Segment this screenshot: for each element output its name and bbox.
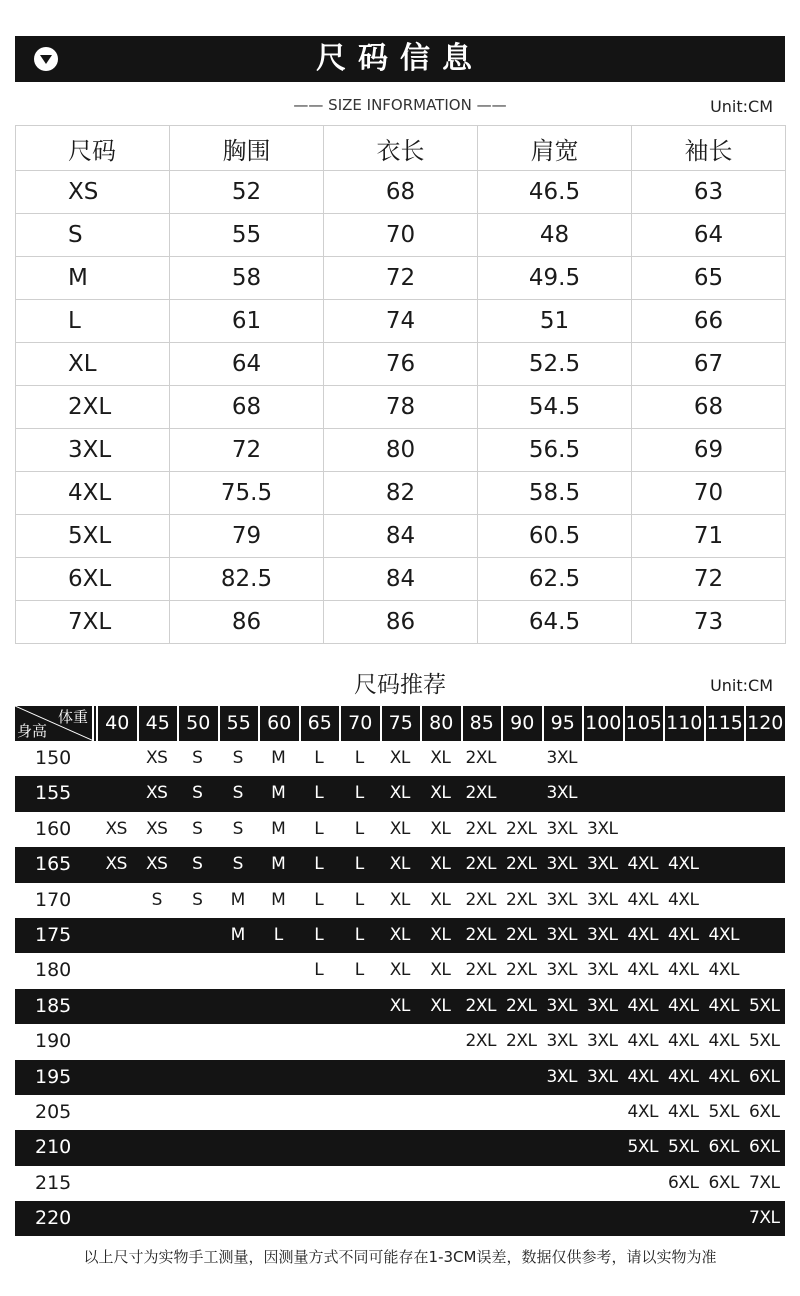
size-cell: 2XL <box>506 924 537 945</box>
table-cell: 70 <box>632 472 786 515</box>
height-cell: 220 <box>35 1207 72 1230</box>
recommend-unit-label: Unit:CM <box>710 676 773 695</box>
size-cell: L <box>354 854 364 875</box>
size-cell: 4XL <box>627 1066 658 1087</box>
recommend-row <box>15 741 785 776</box>
size-cell: 2XL <box>465 783 496 804</box>
table-cell: 60.5 <box>478 515 632 558</box>
size-cell: XS <box>146 748 168 768</box>
corner-weight-label: 体重 <box>57 708 88 726</box>
size-cell: L <box>314 854 324 875</box>
recommend-title-row <box>15 670 785 700</box>
size-cell: S <box>192 783 203 804</box>
size-cell: 3XL <box>546 1066 577 1087</box>
size-table-header <box>16 126 786 171</box>
table-cell: 64 <box>170 343 324 386</box>
size-cell: L <box>314 748 324 768</box>
table-cell: 46.5 <box>478 171 632 214</box>
size-cell: 3XL <box>546 995 577 1016</box>
table-cell: 84 <box>324 515 478 558</box>
table-cell: 6XL <box>16 558 170 601</box>
size-cell: 2XL <box>506 995 537 1016</box>
height-cell: 160 <box>35 817 72 840</box>
size-cell: S <box>192 748 203 768</box>
size-cell: L <box>354 960 364 981</box>
size-cell: L <box>354 889 364 910</box>
weight-header-cell: 40 <box>96 706 137 741</box>
table-row <box>16 300 786 343</box>
size-cell: 2XL <box>506 854 537 875</box>
size-cell: L <box>314 889 324 910</box>
size-cell: S <box>232 783 243 804</box>
size-cell: XS <box>146 854 168 875</box>
size-cell: 4XL <box>668 1031 699 1052</box>
column-header: 衣长 <box>324 126 478 171</box>
size-cell: L <box>354 748 364 768</box>
size-cell: 5XL <box>708 1101 739 1122</box>
size-cell: L <box>314 924 324 945</box>
table-row <box>16 257 786 300</box>
size-cell: L <box>354 818 364 839</box>
weight-header-cell: 110 <box>663 706 704 741</box>
weight-header-cell: 50 <box>177 706 218 741</box>
table-cell: 7XL <box>16 601 170 644</box>
size-cell: 2XL <box>506 889 537 910</box>
size-cell: S <box>192 889 203 910</box>
table-cell: 56.5 <box>478 429 632 472</box>
size-cell: S <box>232 818 243 839</box>
size-cell: XL <box>430 889 451 910</box>
height-cell: 165 <box>35 853 72 876</box>
height-cell: 155 <box>35 782 72 805</box>
weight-header-cell: 105 <box>623 706 664 741</box>
size-cell: 3XL <box>587 854 618 875</box>
size-cell: 3XL <box>546 889 577 910</box>
size-cell: 3XL <box>546 854 577 875</box>
size-cell: 4XL <box>708 995 739 1016</box>
table-cell: 68 <box>170 386 324 429</box>
weight-header-cell: 90 <box>501 706 542 741</box>
size-cell: XL <box>430 924 451 945</box>
size-recommendation-grid <box>15 706 785 1236</box>
table-cell: 69 <box>632 429 786 472</box>
size-cell: 6XL <box>749 1101 780 1122</box>
table-cell: 66 <box>632 300 786 343</box>
size-cell: 4XL <box>627 1101 658 1122</box>
size-cell: L <box>273 924 283 945</box>
size-cell: S <box>232 854 243 875</box>
size-cell: XL <box>389 889 410 910</box>
recommend-row <box>15 1166 785 1201</box>
recommend-row <box>15 1201 785 1236</box>
weight-header-cell: 55 <box>218 706 259 741</box>
size-cell: M <box>271 783 286 804</box>
height-cell: 210 <box>35 1136 72 1159</box>
table-cell: 74 <box>324 300 478 343</box>
size-cell: 4XL <box>668 995 699 1016</box>
size-cell: S <box>192 854 203 875</box>
weight-header-cell: 45 <box>137 706 178 741</box>
size-cell: XL <box>389 924 410 945</box>
size-cell: 7XL <box>749 1208 780 1229</box>
size-cell: 2XL <box>465 748 496 768</box>
size-cell: 4XL <box>668 854 699 875</box>
size-cell: 2XL <box>465 818 496 839</box>
size-cell: 5XL <box>627 1137 658 1158</box>
recommend-row <box>15 776 785 811</box>
table-cell: 68 <box>632 386 786 429</box>
weight-header-cell: 115 <box>704 706 745 741</box>
size-cell: 3XL <box>587 995 618 1016</box>
size-cell: M <box>271 889 286 910</box>
weight-header-cell: 120 <box>744 706 785 741</box>
size-cell: 6XL <box>749 1137 780 1158</box>
size-cell: XL <box>430 818 451 839</box>
size-cell: 3XL <box>546 748 577 768</box>
weight-header-cell: 95 <box>542 706 583 741</box>
height-cell: 190 <box>35 1030 72 1053</box>
header-bar <box>15 36 785 82</box>
table-cell: 4XL <box>16 472 170 515</box>
size-cell: M <box>230 924 245 945</box>
weight-header-cell: 65 <box>299 706 340 741</box>
column-header: 胸围 <box>170 126 324 171</box>
weight-header-cell: 75 <box>380 706 421 741</box>
height-cell: 195 <box>35 1065 72 1088</box>
height-cell: 215 <box>35 1171 72 1194</box>
table-cell: 82 <box>324 472 478 515</box>
height-cell: 205 <box>35 1100 72 1123</box>
table-cell: 55 <box>170 214 324 257</box>
corner-cell <box>15 706 94 741</box>
table-cell: 84 <box>324 558 478 601</box>
table-cell: 86 <box>324 601 478 644</box>
size-cell: M <box>271 854 286 875</box>
size-cell: XS <box>146 783 168 804</box>
table-cell: S <box>16 214 170 257</box>
size-cell: 6XL <box>708 1172 739 1193</box>
table-cell: 51 <box>478 300 632 343</box>
size-cell: 3XL <box>546 960 577 981</box>
size-cell: 4XL <box>627 960 658 981</box>
weight-header-row <box>15 706 785 741</box>
size-cell: 5XL <box>749 995 780 1016</box>
table-row <box>16 429 786 472</box>
table-cell: L <box>16 300 170 343</box>
size-cell: 4XL <box>668 889 699 910</box>
table-cell: 63 <box>632 171 786 214</box>
recommend-row <box>15 1130 785 1165</box>
table-cell: 72 <box>632 558 786 601</box>
size-cell: XL <box>389 995 410 1016</box>
table-cell: 75.5 <box>170 472 324 515</box>
size-cell: S <box>151 889 162 910</box>
height-cell: 175 <box>35 923 72 946</box>
size-cell: 2XL <box>506 818 537 839</box>
size-cell: L <box>314 818 324 839</box>
size-cell: XL <box>389 783 410 804</box>
table-cell: 65 <box>632 257 786 300</box>
table-cell: 79 <box>170 515 324 558</box>
table-cell: 82.5 <box>170 558 324 601</box>
column-header: 袖长 <box>632 126 786 171</box>
table-cell: 64.5 <box>478 601 632 644</box>
recommend-row <box>15 989 785 1024</box>
table-row <box>16 601 786 644</box>
size-cell: 7XL <box>749 1172 780 1193</box>
table-cell: 68 <box>324 171 478 214</box>
size-cell: 4XL <box>708 960 739 981</box>
table-cell: 78 <box>324 386 478 429</box>
size-cell: 4XL <box>708 1066 739 1087</box>
column-header: 肩宽 <box>478 126 632 171</box>
size-cell: L <box>314 960 324 981</box>
size-cell: 4XL <box>627 924 658 945</box>
size-cell: 3XL <box>546 783 577 804</box>
size-cell: 2XL <box>465 924 496 945</box>
table-cell: 58 <box>170 257 324 300</box>
table-row <box>16 472 786 515</box>
table-cell: XL <box>16 343 170 386</box>
size-cell: XL <box>430 854 451 875</box>
size-cell: XL <box>430 960 451 981</box>
table-row <box>16 171 786 214</box>
table-row <box>16 515 786 558</box>
size-cell: XS <box>105 818 127 839</box>
size-cell: XL <box>430 748 451 768</box>
subtitle-row <box>15 93 785 117</box>
table-cell: 70 <box>324 214 478 257</box>
recommend-title: 尺码推荐 <box>354 672 446 698</box>
table-cell: 72 <box>324 257 478 300</box>
table-row <box>16 343 786 386</box>
size-cell: 2XL <box>465 889 496 910</box>
table-cell: 58.5 <box>478 472 632 515</box>
size-cell: M <box>230 889 245 910</box>
column-header: 尺码 <box>16 126 170 171</box>
table-cell: 3XL <box>16 429 170 472</box>
table-cell: 86 <box>170 601 324 644</box>
corner-height-label: 身高 <box>17 722 48 740</box>
size-cell: 3XL <box>587 924 618 945</box>
size-information-subtitle: —— SIZE INFORMATION —— <box>293 96 507 114</box>
table-cell: 64 <box>632 214 786 257</box>
size-cell: 3XL <box>587 1066 618 1087</box>
size-cell: 2XL <box>465 960 496 981</box>
table-cell: 49.5 <box>478 257 632 300</box>
size-table <box>15 125 786 644</box>
table-cell: 61 <box>170 300 324 343</box>
size-cell: 2XL <box>465 995 496 1016</box>
size-cell: 4XL <box>668 1101 699 1122</box>
size-cell: 2XL <box>506 960 537 981</box>
size-cell: XS <box>105 854 127 875</box>
height-cell: 170 <box>35 888 72 911</box>
table-cell: 72 <box>170 429 324 472</box>
weight-header-cell: 85 <box>461 706 502 741</box>
height-cell: 185 <box>35 994 72 1017</box>
size-cell: XL <box>430 783 451 804</box>
weight-header-cell: 100 <box>582 706 623 741</box>
table-cell: 48 <box>478 214 632 257</box>
table-cell: 54.5 <box>478 386 632 429</box>
size-cell: M <box>271 818 286 839</box>
size-cell: 4XL <box>668 924 699 945</box>
height-cell: 150 <box>35 747 72 769</box>
size-cell: 3XL <box>587 818 618 839</box>
size-cell: XL <box>389 748 410 768</box>
size-cell: M <box>271 748 286 768</box>
size-cell: 6XL <box>668 1172 699 1193</box>
size-cell: S <box>232 748 243 768</box>
table-cell: 67 <box>632 343 786 386</box>
table-cell: 73 <box>632 601 786 644</box>
table-cell: 2XL <box>16 386 170 429</box>
size-cell: 3XL <box>587 960 618 981</box>
table-cell: 62.5 <box>478 558 632 601</box>
table-cell: XS <box>16 171 170 214</box>
size-cell: 6XL <box>708 1137 739 1158</box>
table-row <box>16 558 786 601</box>
size-cell: 3XL <box>587 1031 618 1052</box>
size-cell: XL <box>430 995 451 1016</box>
size-cell: 4XL <box>668 960 699 981</box>
size-cell: XL <box>389 854 410 875</box>
table-cell: 52.5 <box>478 343 632 386</box>
size-cell: L <box>354 783 364 804</box>
size-cell: S <box>192 818 203 839</box>
recommend-row <box>15 918 785 953</box>
footnote: 以上尺寸为实物手工测量，因测量方式不同可能存在1-3CM误差，数据仅供参考，请以实物为准 <box>83 1248 717 1266</box>
table-cell: M <box>16 257 170 300</box>
size-cell: 5XL <box>668 1137 699 1158</box>
size-cell: 3XL <box>546 924 577 945</box>
recommend-row <box>15 1060 785 1095</box>
page-title: 尺码信息 <box>316 41 484 76</box>
recommend-row <box>15 812 785 847</box>
table-cell: 71 <box>632 515 786 558</box>
recommend-row <box>15 1024 785 1059</box>
size-cell: XL <box>389 960 410 981</box>
weight-header-cell: 60 <box>258 706 299 741</box>
size-cell: 3XL <box>546 1031 577 1052</box>
size-cell: 4XL <box>627 854 658 875</box>
size-cell: 3XL <box>546 818 577 839</box>
unit-label: Unit:CM <box>710 97 773 116</box>
size-cell: XL <box>389 818 410 839</box>
height-cell: 180 <box>35 959 72 982</box>
table-cell: 80 <box>324 429 478 472</box>
recommend-row <box>15 847 785 882</box>
table-row <box>16 214 786 257</box>
weight-header-cell: 80 <box>420 706 461 741</box>
recommend-row <box>15 953 785 988</box>
table-cell: 52 <box>170 171 324 214</box>
size-cell: 2XL <box>465 854 496 875</box>
size-cell: 5XL <box>749 1031 780 1052</box>
size-cell: 3XL <box>587 889 618 910</box>
size-cell: 4XL <box>668 1066 699 1087</box>
size-cell: 2XL <box>506 1031 537 1052</box>
weight-header-cell: 70 <box>339 706 380 741</box>
size-cell: 4XL <box>627 889 658 910</box>
table-cell: 76 <box>324 343 478 386</box>
recommend-row <box>15 883 785 918</box>
table-row <box>16 386 786 429</box>
table-cell: 5XL <box>16 515 170 558</box>
size-cell: 4XL <box>708 924 739 945</box>
size-cell: 6XL <box>749 1066 780 1087</box>
size-cell: L <box>314 783 324 804</box>
size-cell: 4XL <box>627 995 658 1016</box>
recommend-row <box>15 1095 785 1130</box>
size-cell: 4XL <box>627 1031 658 1052</box>
size-cell: 2XL <box>465 1031 496 1052</box>
size-cell: 4XL <box>708 1031 739 1052</box>
size-cell: L <box>354 924 364 945</box>
size-cell: XS <box>146 818 168 839</box>
